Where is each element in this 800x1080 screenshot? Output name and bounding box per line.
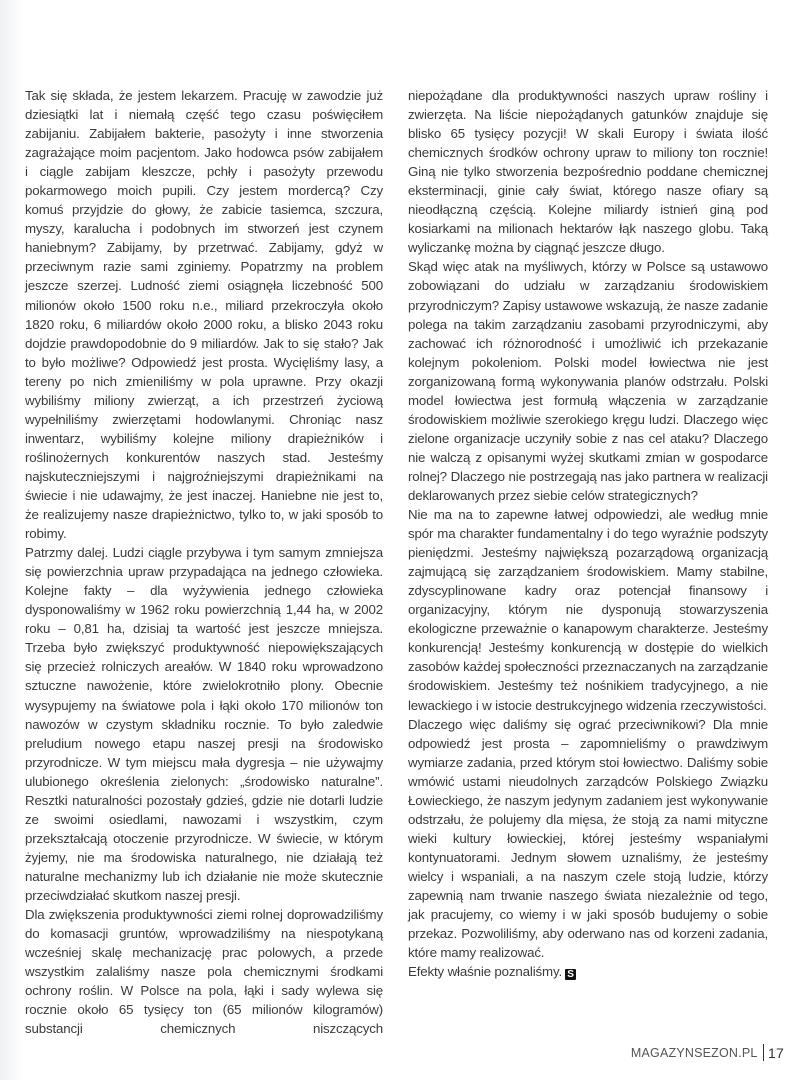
paragraph: Patrzmy dalej. Ludzi ciągle przybywa i tym samym zmniejsza się powierzchnia upraw przypadająca na jednego człowieka. Kolejne fakty – dla wyżywienia jednego człowieka dysponowaliśmy w 1962 roku powierzchnią 1,44 ha, w 2002 roku – 0,81 ha, dzisiaj ta wartość jest jeszcze mniejsza. Trzeba było zwiększyć produktywność niepowiększających się przecież rolniczych areałów. W 1840 roku wprowadzono sztuczne nawożenie, które zwielokrotniło plony. Obecnie wysypujemy na światowe pola i łąki około 170 milionów ton nawozów w czystym składniku rocznie. To było zaledwie preludium nowego etapu naszej presji na środowisko przyrodnicze. W tym miejscu mała dygresja – nie używajmy ulubionego określenia zielonych: „środowisko naturalne”. Resztki naturalności pozostały gdzieś, gdzie nie dotarli ludzie ze swoimi osiedlami, nawozami i wszystkim, czym przekształcają otoczenie przyrodnicze. W świecie, w którym żyjemy, nie ma środowiska naturalnego, nie działają też naturalne mechanizmy lub ich działanie nie może skutecznie przeciwdziałać skutkom naszej presji.	[25, 545, 383, 903]
magazine-logo-s-icon: S	[565, 969, 576, 980]
closing-sentence: Efekty właśnie poznaliśmy.	[408, 964, 563, 980]
paragraph: Skąd więc atak na myśliwych, którzy w Polsce są ustawowo zobowiązani do udziału w zarządzaniu środowiskiem przyrodniczym? Zapisy ustawowe wskazują, że nasze zadanie polega na takim zarządzaniu zasobami przyrodniczymi, aby zachować ich różnorodność i umożliwić ich przekazanie kolejnym pokoleniom. Polski model łowiectwa nie jest zorganizowaną formą wykonywania planów odstrzału. Polski model łowiectwa jest formułą włączenia w zarządzanie środowiskiem możliwie szerokiego kręgu ludzi. Dlaczego więc zielone organizacje uczyniły sobie z nas cel ataku? Dlaczego nie walczą z opisanymi wyżej skutkami zmian w gospodarce rolnej? Dlaczego nie postrzegają nas jako partnera w realizacji deklarowanych przez siebie celów strategicznych?	[408, 259, 768, 503]
closing-paragraph	[408, 962, 768, 981]
footer-divider	[763, 1044, 765, 1061]
page-footer	[631, 1044, 784, 1061]
page-number: 17	[768, 1044, 784, 1061]
footer-site-name: MAGAZYNSEZON.PL	[630, 1045, 758, 1060]
paragraph: Nie ma na to zapewne łatwej odpowiedzi, ale według mnie spór ma charakter fundamentalny i do tego wyraźnie podszyty pieniędzmi. Jesteśmy największą pozarządową organizacją zajmującą się zarządzaniem środowiskiem. Mamy stabilne, zdyscyplinowane kadry oraz potencjał finansowy i organizacyjny, którym nie dysponują stowarzyszenia ekologiczne przeważnie o kanapowym charakterze. Jesteśmy konkurencją! Jesteśmy konkurencją w dostępie do wielkich zasobów każdej społeczności przeznaczanych na zarządzanie środowiskiem. Jesteśmy też nośnikiem tradycyjnego, a nie lewackiego i w istocie destrukcyjnego widzenia rzeczywistości.	[408, 507, 768, 713]
page-gutter-shade	[0, 0, 22, 1080]
article-column-left	[25, 86, 383, 1038]
paragraph: Tak się składa, że jestem lekarzem. Pracuję w zawodzie już dziesiątki lat i niemałą część tego czasu poświęciłem zabijaniu. Zabijałem bakterie, pasożyty i inne stworzenia zagrażające moim pacjentom. Jako hodowca psów zabijałem i ciągle zabijam kleszcze, pchły i pasożyty przewodu pokarmowego moich pupili. Czy jestem mordercą? Czy komuś przyjdzie do głowy, że zabicie tasiemca, szczura, myszy, karalucha i podobnych im stworzeń jest czynem haniebnym? Zabijamy, by przetrwać. Zabijamy, gdyż w przeciwnym razie sami zginiemy. Popatrzmy na problem jeszcze szerzej. Ludność ziemi osiągnęła liczebność 500 milionów około 1500 roku n.e., miliard przekroczyła około 1820 roku, 6 miliardów około 2000 roku, a blisko 2043 roku dojdzie prawdopodobnie do 9 miliardów. Jak to się stało? Jak to było możliwe? Odpowiedź jest prosta. Wycięliśmy lasy, a tereny po nich zmieniliśmy w pola uprawne. Przy okazji wybiliśmy miliony zwierząt, a ich przestrzeń życiową wypełniliśmy zwierzętami hodowlanymi. Chroniąc nasz inwentarz, wybiliśmy kolejne miliony drapieżników i roślinożernych konkurentów naszych stad. Jesteśmy najskuteczniejszymi i najgroźniejszymi drapieżnikami na świecie i nie udawajmy, że jest inaczej. Haniebne nie jest to, że realizujemy nasze drapieżnictwo, tylko to, w jaki sposób to robimy.	[25, 88, 383, 542]
article-column-right	[408, 86, 768, 981]
paragraph: Dla zwiększenia produktywności ziemi rolnej doprowadziliśmy do komasacji gruntów, wprowadziliśmy na niespotykaną wcześniej skalę mechanizację prac polowych, a przede wszystkim zalaliśmy nasze pola chemicznymi środkami ochrony roślin. W Polsce na pola, łąki i sady wylewa się rocznie około 65 tysięcy ton (65 milionów kilogramów) substancji chemicznych niszczących	[25, 907, 383, 1037]
paragraph: niepożądane dla produktywności naszych upraw rośliny i zwierzęta. Na liście niepożądanych gatunków znajduje się blisko 65 tysięcy pozycji! W skali Europy i świata ilość chemicznych środków ochrony upraw to miliony ton rocznie! Giną nie tylko stworzenia bezpośrednio poddane chemicznej eksterminacji, ginie cały świat, którego nasze ofiary są nieodłączną częścią. Kolejne miliardy istnień giną pod kosiarkami na milionach hektarów łąk naszego globu. Taką wyliczankę można by ciągnąć jeszcze długo.	[408, 88, 768, 256]
paragraph: Dlaczego więc daliśmy się ograć przeciwnikowi? Dla mnie odpowiedź jest prosta – zapomnieliśmy o prawdziwym wymiarze zadania, przed którym stoi łowiectwo. Daliśmy sobie wmówić ustami nieudolnych zarządców Polskiego Związku Łowieckiego, że naszym jedynym zadaniem jest wykonywanie odstrzału, że polujemy dla mięsa, że stoją za nami mityczne wieki kultury łowieckiej, której jesteśmy wspaniałymi kontynuatorami. Jednym słowem uznaliśmy, że jesteśmy wielcy i wspaniali, a na naszym czele stoją ludzie, którzy zapewnią nam trwanie naszego świata niezależnie od tego, jak pracujemy, co wiemy i w jaki sposób budujemy o sobie przekaz. Pozwoliliśmy, aby oderwano nas od korzeni zadania, które mamy realizować.	[408, 716, 768, 961]
